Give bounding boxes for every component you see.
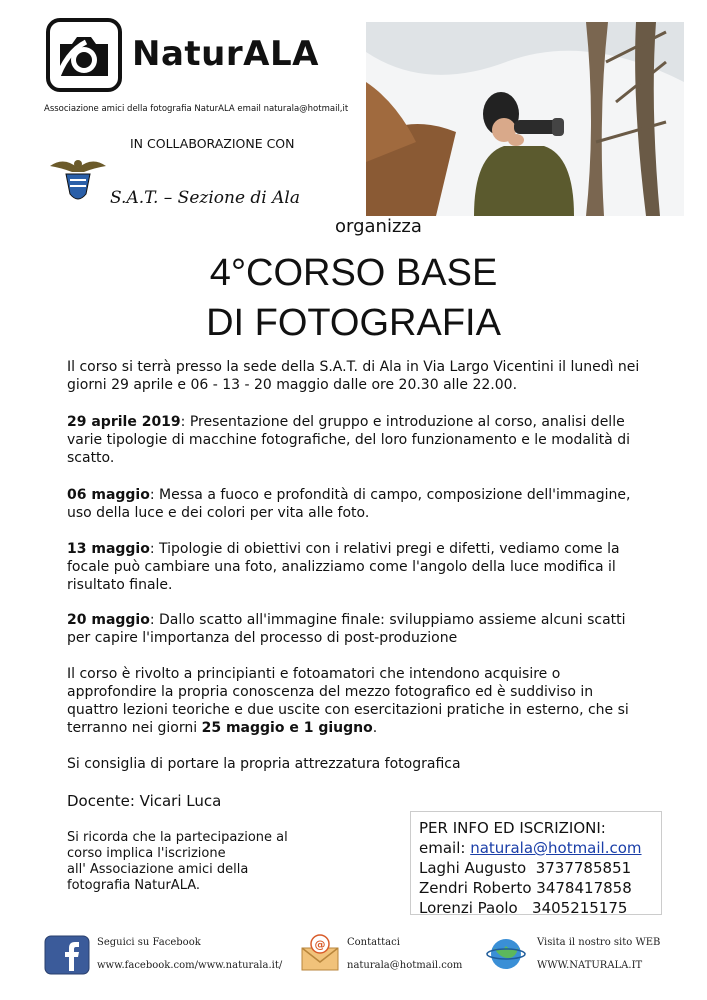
organizza-label: organizza [335, 216, 422, 237]
collaboration-label: IN COLLABORAZIONE CON [130, 136, 295, 151]
lesson-2 [67, 486, 647, 522]
course-intro: Il corso si terrà presso la sede della S.A.T. di Ala in Via Largo Vicentini il lunedì nei giorni 29 aprile e 06 - 13 - 20 maggio dalle ore 20.30 alle 22.00. [67, 359, 640, 393]
web-url[interactable]: WWW.NATURALA.IT [537, 960, 643, 971]
target-end: . [372, 720, 378, 736]
lesson-4 [67, 611, 647, 647]
outing-dates: 25 maggio e 1 giugno [201, 720, 373, 736]
email-envelope-icon[interactable] [300, 932, 340, 974]
photographer-photo [366, 22, 684, 216]
email-label: email: [419, 839, 471, 857]
lesson-text: : Messa a fuoco e profondità di campo, composizione dell'immagine, uso della luce e dei colori per vita alle foto. [67, 487, 631, 521]
reminder-line: Si ricorda che la partecipazione al [67, 830, 288, 845]
course-target [67, 665, 647, 737]
course-title-line1: 4°CORSO BASE [209, 252, 498, 294]
reminder-line: corso implica l'iscrizione [67, 846, 226, 861]
facebook-icon[interactable] [44, 935, 90, 975]
email-link[interactable]: naturala@hotmail.com [470, 839, 642, 857]
contact-2: Zendri Roberto 3478417858 [419, 879, 632, 897]
lesson-date: 06 maggio [67, 487, 150, 503]
lesson-3 [67, 540, 647, 594]
contact-1: Laghi Augusto 3737785851 [419, 859, 632, 877]
association-line: Associazione amici della fotografia NaturALA email naturala@hotmail,it [44, 104, 349, 114]
globe-web-icon[interactable] [486, 936, 526, 972]
info-email-row [419, 838, 661, 858]
brand-name: NaturALA [132, 34, 319, 74]
teacher: Docente: Vicari Luca [67, 792, 222, 810]
lesson-text: : Dallo scatto all'immagine finale: sviluppiamo assieme alcuni scatti per capire l'importanza del processo di post-produzione [67, 612, 626, 646]
equipment-note: Si consiglia di portare la propria attrezzatura fotografica [67, 756, 461, 772]
reminder-line: fotografia NaturALA. [67, 878, 201, 893]
web-title: Visita il nostro sito WEB [537, 937, 661, 948]
reminder-line: all' Associazione amici della [67, 862, 249, 877]
membership-reminder [67, 830, 307, 894]
course-title-line2: DI FOTOGRAFIA [206, 302, 501, 344]
contact-email[interactable]: naturala@hotmail.com [347, 960, 463, 971]
svg-text:@: @ [314, 938, 326, 951]
lesson-1 [67, 413, 647, 467]
lesson-date: 29 aprile 2019 [67, 414, 181, 430]
contact-title: Contattaci [347, 937, 400, 948]
facebook-title: Seguici su Facebook [97, 937, 201, 948]
info-box [410, 811, 662, 915]
info-heading: PER INFO ED ISCRIZIONI: [419, 819, 606, 837]
contact-3: Lorenzi Paolo 3405215175 [419, 899, 628, 917]
naturala-logo [46, 18, 122, 92]
sat-eagle-emblem-icon [48, 156, 108, 208]
facebook-url[interactable]: www.facebook.com/www.naturala.it/ [97, 960, 283, 971]
lesson-date: 13 maggio [67, 541, 150, 557]
lesson-text: : Presentazione del gruppo e introduzione al corso, analisi delle varie tipologie di macchine fotografiche, del loro funzionamento e le modalità di scatto. [67, 414, 630, 466]
partner-name: S.A.T. – Sezione di Ala [110, 188, 300, 208]
lesson-date: 20 maggio [67, 612, 150, 628]
target-text: Il corso è rivolto a principianti e fotoamatori che intendono acquisire o approfondire la propria conoscenza del mezzo fotografico ed è suddiviso in quattro lezioni teoriche e due uscite con esercitazioni pratiche in esterno, che si terranno nei giorni [67, 666, 629, 736]
lesson-text: : Tipologie di obiettivi con i relativi pregi e difetti, vediamo come la focale può cambiare una foto, analizziamo come l'angolo della luce modifica il risultato finale. [67, 541, 620, 593]
camera-logo-icon [50, 22, 118, 88]
